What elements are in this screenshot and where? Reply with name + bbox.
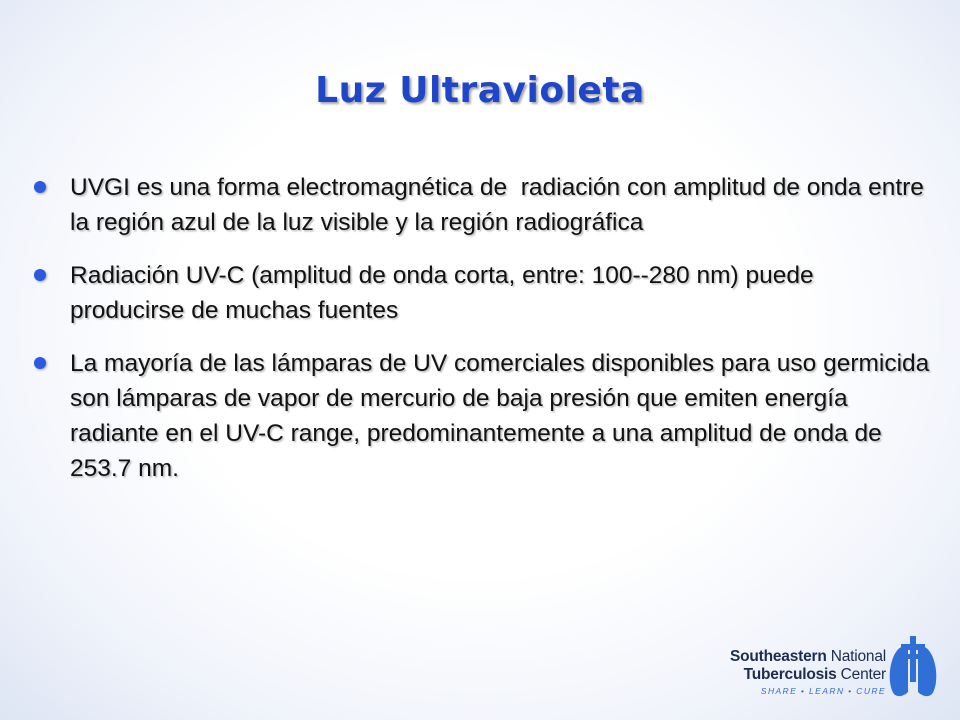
logo-line2-thin: Center xyxy=(836,666,886,683)
lungs-cross-icon xyxy=(886,634,940,704)
bullet-text: UVGI es una forma electromagnética de radiación con amplitud de onda entre la región azul de la luz visible y la región radiográfica xyxy=(70,174,931,236)
logo-line2-bold: Tuberculosis xyxy=(743,666,837,683)
logo-tagline: SHARE • LEARN • CURE xyxy=(760,686,886,696)
bullet-text: Radiación UV-C (amplitud de onda corta, entre: 100--280 nm) puede producirse de muchas fuentes xyxy=(70,262,814,324)
bullet-dot-icon xyxy=(34,181,46,193)
bullet-item xyxy=(30,258,930,328)
bullet-text: La mayoría de las lámparas de UV comerciales disponibles para uso germicida son lámparas de vapor de mercurio de baja presión que emiten energía radiante en el UV-C range, predominantemente a una amplitud de onda de 253.7 nm. xyxy=(70,350,930,482)
bullet-item xyxy=(30,346,930,486)
logo-line1-bold: Southeastern xyxy=(729,648,827,665)
bullet-dot-icon xyxy=(34,269,46,281)
logo-text xyxy=(710,648,886,696)
bullet-item xyxy=(30,170,930,240)
sntc-logo xyxy=(710,632,940,708)
slide-title: Luz Ultravioleta xyxy=(315,70,645,111)
logo-line1-thin: National xyxy=(826,648,886,665)
bullet-list xyxy=(30,170,930,504)
bullet-dot-icon xyxy=(34,357,46,369)
logo-line2 xyxy=(710,666,886,684)
logo-line1 xyxy=(710,648,886,666)
